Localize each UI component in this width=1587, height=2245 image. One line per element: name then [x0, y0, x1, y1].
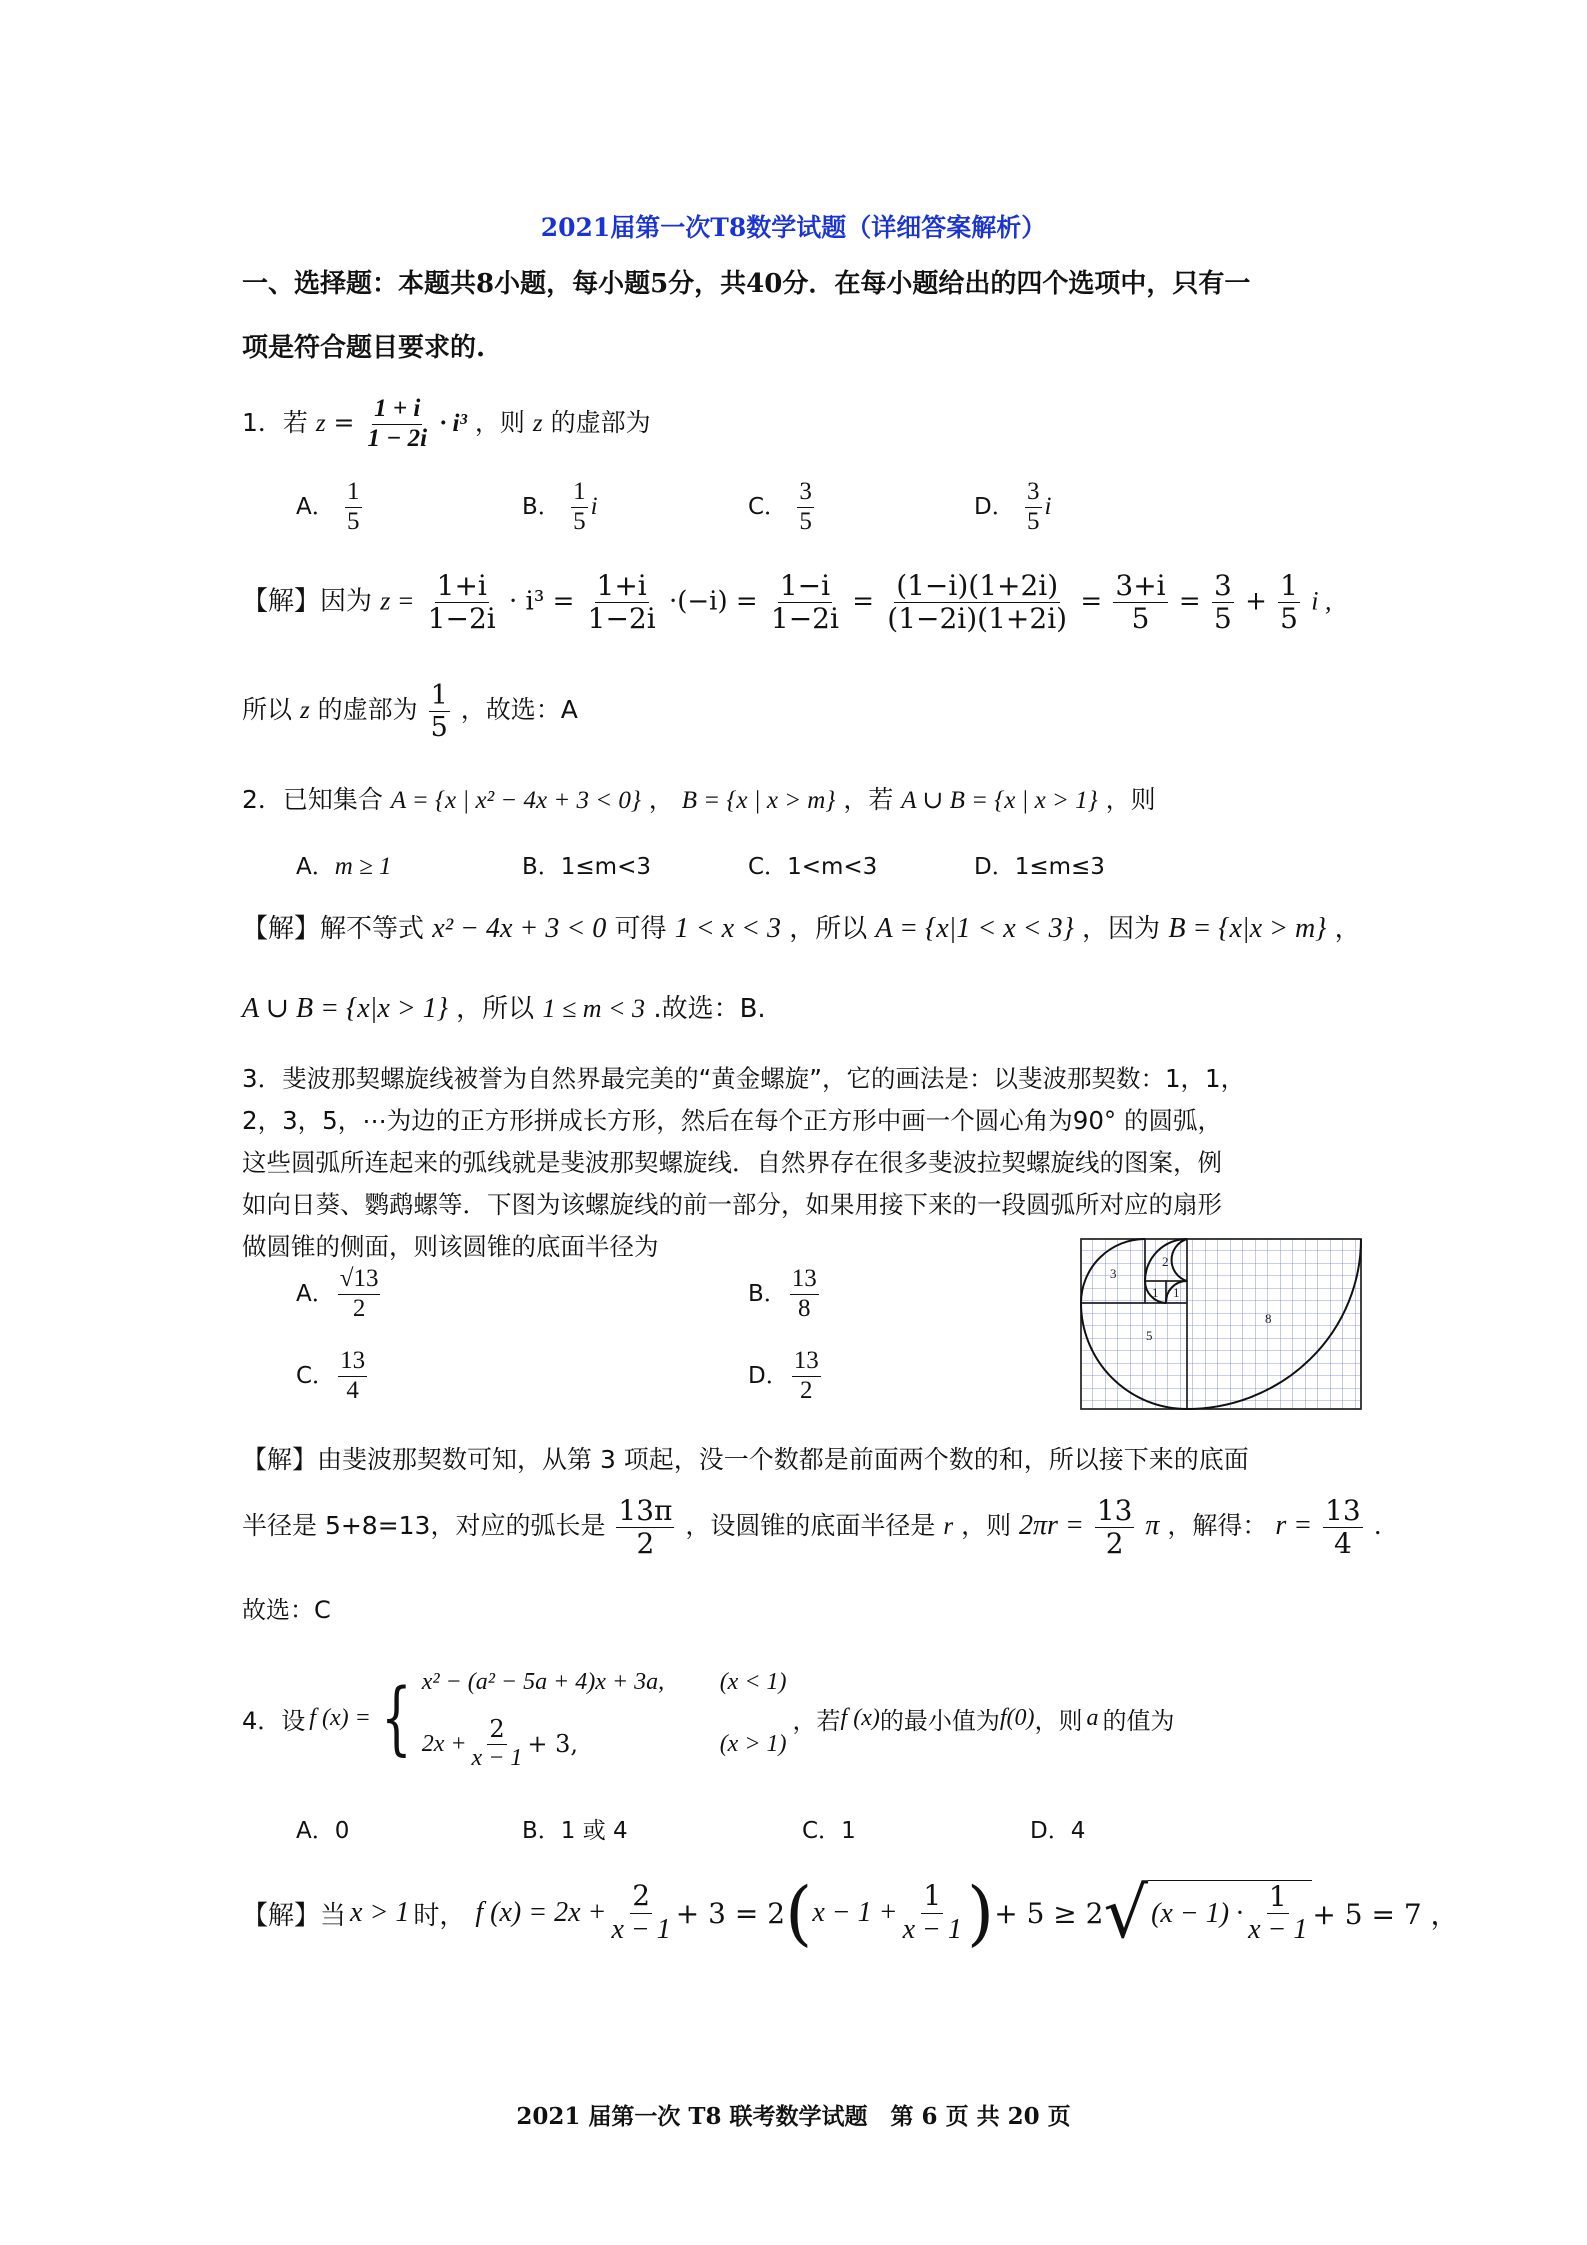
sol-op: i , [1311, 586, 1332, 616]
q3-line: 这些圆弧所连起来的弧线就是斐波那契螺旋线．自然界存在很多斐波拉契螺旋线的图案，例 [242, 1148, 1222, 1177]
frac-denominator: 2 [1105, 1527, 1124, 1561]
section-header-line2: 项是符合题目要求的. [242, 333, 486, 363]
option-suffix: i [1044, 492, 1052, 520]
q1-var-z2: z [532, 409, 543, 437]
frac-numerator: 1−i [779, 569, 831, 602]
q2-solution-line2 [242, 988, 766, 1025]
fig-label-1b: 1 [1173, 1285, 1180, 1300]
q4-case1-cond: (x < 1) [719, 1668, 787, 1695]
frac-denominator: 2 [636, 1527, 655, 1561]
q3-solution-line2 [242, 1495, 1382, 1560]
q1-solution-line1 [242, 570, 1331, 635]
sol-frac4 [885, 570, 1069, 635]
option-label: A． [296, 493, 335, 520]
grid-background [1081, 1239, 1361, 1409]
q4-case2-cond: (x > 1) [719, 1730, 787, 1757]
option-label: A． [296, 1280, 335, 1307]
option-label: C． [802, 1818, 842, 1844]
frac-numerator: 1 [1280, 569, 1298, 602]
option-label: D． [1030, 1818, 1071, 1844]
sol-z: z = [380, 586, 415, 616]
q4-a: a [1086, 1704, 1099, 1731]
sqrt-content [1148, 1880, 1312, 1946]
option-numerator: 1 [345, 478, 362, 508]
solution-prefix: 【解】因为 [242, 586, 373, 617]
sol-frac2 [901, 1880, 964, 1945]
sol2-range: 1 ≤ m < 3 [542, 994, 646, 1023]
fig-label-2: 2 [1162, 1254, 1169, 1269]
option-numerator: 13 [792, 1347, 821, 1377]
sol-frac1 [609, 1880, 672, 1945]
q4-brace: { [380, 1671, 412, 1764]
sol-end: + 5 = 7 ， [1312, 1898, 1459, 1931]
sol-set-a: A = {x|1 < x < 3} [875, 913, 1074, 944]
option-numerator: 13 [338, 1347, 367, 1377]
option-value: 1 或 4 [560, 1818, 628, 1844]
frac-denominator: 1−2i [587, 602, 656, 636]
sol-paren-pre: x − 1 + [812, 1897, 898, 1928]
sol-frac2 [586, 570, 658, 635]
page-footer: 2021 届第一次 T8 联考数学试题 第 6 页 共 20 页 [516, 2103, 1071, 2130]
sol2-union: A ∪ B = {x|x > 1} [242, 993, 448, 1024]
sol2-mid: ，所以 [456, 994, 535, 1024]
q2-sep: ， [648, 785, 674, 814]
option-value: 1≤m≤3 [1014, 854, 1105, 880]
option-label: D． [974, 854, 1015, 880]
frac-numerator: 1+i [436, 569, 487, 602]
sol-mid: 可得 [614, 914, 667, 944]
sol-end: ， [1334, 914, 1361, 944]
question-1 [242, 395, 651, 454]
q2-union: A ∪ B = {x | x > 1} [901, 787, 1098, 814]
sqrt-sign: √ [1103, 1872, 1149, 1954]
option-numerator: 3 [797, 478, 814, 508]
frac-denominator: 1−2i [770, 602, 839, 636]
option-denominator: 2 [352, 1294, 366, 1322]
option-denominator: 2 [799, 1376, 813, 1404]
q4-case2-post: + 3, [527, 1730, 579, 1758]
q3-option-b [748, 1265, 822, 1324]
q2-set-a: A = {x | x² − 4x + 3 < 0} [390, 787, 641, 814]
q4-solution [242, 1872, 1459, 1954]
frac-numerator: 13π [618, 1494, 673, 1527]
q4-end: 的值为 [1102, 1706, 1175, 1735]
q4-option-d [1030, 1812, 1085, 1845]
option-fraction [797, 478, 814, 537]
q2-option-b [522, 848, 651, 881]
option-denominator: 5 [573, 507, 586, 535]
q1-solution-line2 [242, 680, 578, 743]
fig-label-8: 8 [1265, 1311, 1272, 1326]
frac-denominator: x − 1 [611, 1913, 671, 1945]
section-header-line1: 一、选择题：本题共8小题，每小题5分，共40分．在每小题给出的四个选项中，只有一 [242, 269, 1251, 299]
option-fraction [1025, 478, 1042, 537]
q4-case1-expr: x² − (a² − 5a + 4)x + 3a, [421, 1668, 665, 1695]
frac-numerator: 13 [1096, 1494, 1133, 1527]
sol-mid2: ，则 [961, 1511, 1012, 1541]
option-label: C． [748, 493, 788, 520]
q3-line: 3．斐波那契螺旋线被誉为自然界最完美的“黄金螺旋”，它的画法是：以斐波那契数：1，1， [242, 1064, 1246, 1093]
sol2-end: .故选：B. [653, 994, 766, 1024]
q3-option-a [296, 1265, 383, 1324]
q2-text-end: ，则 [1105, 785, 1156, 814]
sol-frac-13-2 [1095, 1495, 1135, 1560]
frac-denominator: (1−2i)(1+2i) [887, 602, 1068, 636]
frac-numerator: 1 [430, 680, 448, 711]
option-label: B． [522, 493, 561, 520]
q2-option-c [748, 848, 877, 881]
option-label: B． [522, 1818, 561, 1844]
q4-option-a [296, 1812, 349, 1845]
frac-numerator: (1−i)(1+2i) [896, 569, 1059, 602]
q2-option-d [974, 848, 1105, 881]
sol2-end: ，故选：A [460, 695, 578, 725]
option-numerator: √13 [338, 1265, 381, 1295]
option-label: D． [974, 493, 1015, 520]
q3-option-c [296, 1347, 370, 1406]
question-3 [242, 1058, 1245, 1268]
frac-numerator: 1 [923, 1879, 942, 1913]
option-value: 1 [841, 1818, 856, 1844]
option-value: 0 [334, 1818, 350, 1844]
q1-fraction-numerator: 1 + i [372, 395, 422, 425]
q3-line: 如向日葵、鹦鹉螺等．下图为该螺旋线的前一部分，如果用接下来的一段圆弧所对应的扇形 [242, 1190, 1222, 1219]
frac-denominator: 5 [1280, 602, 1298, 636]
q1-option-c [748, 478, 817, 537]
q1-var-z: z [315, 409, 326, 437]
sol2-pre: 所以 [242, 695, 293, 725]
frac-numerator: 2 [489, 1714, 505, 1743]
sol-r: r [943, 1513, 954, 1541]
fig-label-1a: 1 [1152, 1285, 1159, 1300]
option-fraction [345, 478, 362, 537]
q4-mid: ，若 [792, 1706, 841, 1735]
sol-text: 【解】由斐波那契数可知，从第 3 项起，没一个数都是前面两个数的和，所以接下来的底面 [242, 1445, 1249, 1474]
sol-pre: 【解】解不等式 [242, 914, 425, 944]
option-fraction [338, 1347, 367, 1406]
q4-pre: 4．设 [242, 1706, 306, 1735]
q2-text-pre: 2．已知集合 [242, 785, 383, 814]
sol-f: f (x) = 2x + [475, 1897, 607, 1928]
sol-op: + [1245, 586, 1267, 617]
option-fraction [792, 1347, 821, 1406]
sol-range: 1 < x < 3 [674, 913, 781, 944]
q1-option-a [296, 478, 365, 537]
frac-denominator: 5 [1131, 602, 1150, 636]
frac-denominator: x − 1 [471, 1744, 523, 1771]
q1-tail2: 的虚部为 [550, 407, 651, 437]
q2-solution-line1 [242, 908, 1361, 945]
q1-option-d [974, 478, 1051, 537]
q1-fraction-denominator: 1 − 2i [367, 424, 428, 452]
q4-option-c [802, 1812, 856, 1845]
q4-fx: f (x) [840, 1704, 880, 1731]
sol2-mid: 的虚部为 [317, 695, 418, 725]
sol-mid3: ，因为 [1082, 914, 1161, 944]
sol-op2: + 5 ≥ 2 [994, 1896, 1104, 1930]
option-value: 1≤m<3 [560, 854, 651, 880]
sol-op: = [1178, 586, 1201, 617]
sol-mid: ，设圆锥的底面半径是 [685, 1511, 936, 1541]
option-denominator: 5 [1027, 507, 1040, 535]
q3-line: 2，3，5，⋯为边的正方形拼成长方形，然后在每个正方形中画一个圆心角为90° 的圆弧， [242, 1106, 1222, 1135]
frac-numerator: 3+i [1115, 569, 1166, 602]
q1-option-b [522, 478, 598, 537]
sol-set-b: B = {x|x > m} [1168, 913, 1327, 944]
frac-numerator: 3 [1213, 569, 1232, 602]
sol-frac5 [1113, 570, 1167, 635]
sol-mid3: ，解得： [1167, 1511, 1268, 1541]
sol-mid: 时， [413, 1900, 466, 1931]
sol-pre: 【解】当 [242, 1900, 347, 1931]
q4-case1 [422, 1662, 787, 1702]
option-label: B． [522, 854, 561, 880]
q1-equals: = [333, 407, 355, 437]
frac-numerator: 1 [1268, 1879, 1287, 1913]
fig-label-5: 5 [1146, 1328, 1153, 1343]
sol-frac-13-4 [1323, 1495, 1363, 1560]
sol-cond: x > 1 [350, 1897, 410, 1928]
q3-solution-line3: 故选：C [242, 1596, 331, 1624]
frac-numerator: 1+i [596, 569, 647, 602]
frac-denominator: x − 1 [902, 1913, 962, 1945]
sol-eq: 2πr = [1019, 1510, 1084, 1542]
sol-mid2: ，所以 [789, 914, 868, 944]
sol-frac7 [1278, 570, 1300, 635]
question-4 [242, 1658, 1175, 1778]
option-value: m ≥ 1 [334, 853, 392, 880]
option-denominator: 8 [798, 1294, 811, 1322]
sol-r2: r = [1275, 1510, 1313, 1542]
q4-f: f (x) = [309, 1704, 371, 1731]
option-suffix: i [590, 492, 598, 520]
sol-op: · i³ = [509, 586, 575, 617]
sol-frac1 [426, 570, 498, 635]
option-label: C． [296, 1362, 336, 1389]
option-label: B． [748, 1280, 787, 1307]
page-title: 2021届第一次T8数学试题（详细答案解析） [540, 213, 1047, 242]
option-fraction [790, 1265, 819, 1324]
sol-frac6 [1212, 570, 1234, 635]
sol-ineq: x² − 4x + 3 < 0 [432, 913, 607, 944]
sol-end: . [1373, 1511, 1382, 1541]
fig-label-3: 3 [1110, 1266, 1117, 1281]
q4-case2 [422, 1714, 787, 1774]
q3-solution-line1 [242, 1440, 1249, 1476]
q4-mid2: 的最小值为 [879, 1706, 1000, 1735]
sol-op: = [852, 586, 875, 617]
q2-text-mid: ，若 [843, 785, 894, 814]
frac-denominator: 1−2i [427, 602, 496, 636]
q4-f0: f(0) [999, 1704, 1035, 1731]
option-denominator: 5 [347, 507, 360, 535]
q1-number: 1．若 [242, 407, 308, 437]
sol2-frac [429, 680, 450, 743]
sol-frac-arc [616, 1495, 674, 1560]
q4-option-b [522, 1812, 628, 1845]
sol-frac3 [1246, 1881, 1309, 1946]
left-paren: ( [785, 1872, 813, 1954]
q4-mid3: ，则 [1034, 1706, 1083, 1735]
q1-tail: ，则 [474, 407, 525, 437]
option-denominator: 4 [346, 1376, 359, 1404]
frac-numerator: 13 [1325, 1494, 1361, 1527]
option-numerator: 3 [1025, 478, 1042, 508]
option-fraction [571, 478, 588, 537]
sol-op: ·(−i) = [668, 586, 758, 617]
frac-numerator: 2 [632, 1879, 651, 1913]
q3-option-d [748, 1347, 824, 1406]
q2-set-b: B = {x | x > m} [681, 787, 836, 814]
option-fraction [338, 1265, 381, 1324]
option-numerator: 1 [571, 478, 588, 508]
option-denominator: 5 [799, 507, 812, 535]
q4-case2-expr [422, 1716, 720, 1772]
frac-denominator: 4 [1334, 1527, 1352, 1561]
q4-case2-pre: 2x + [421, 1730, 467, 1757]
sol-op1: + 3 = 2 [675, 1896, 786, 1930]
question-2 [242, 780, 1156, 816]
frac-denominator: x − 1 [1248, 1914, 1308, 1945]
fibonacci-spiral-figure [1080, 1238, 1362, 1410]
sol-pre: 半径是 5+8=13，对应的弧长是 [242, 1511, 606, 1541]
q1-fraction [365, 395, 429, 454]
option-label: A． [296, 854, 335, 880]
option-numerator: 13 [790, 1265, 819, 1295]
q1-multiplier: · i³ [440, 409, 467, 437]
option-label: C． [748, 854, 788, 880]
sol-pi: π [1145, 1510, 1160, 1542]
right-paren: ) [966, 1872, 995, 1954]
q2-option-a [296, 848, 392, 881]
sol-op: = [1080, 586, 1103, 617]
option-value: 1<m<3 [787, 854, 878, 880]
q4-cases [422, 1662, 787, 1774]
frac-denominator: 5 [430, 712, 448, 744]
q4-case2-frac [470, 1716, 525, 1772]
sol-frac3 [769, 570, 841, 635]
sol-sqrt-pre: (x − 1) · [1151, 1897, 1244, 1929]
option-value: 4 [1070, 1818, 1086, 1844]
frac-denominator: 5 [1213, 602, 1232, 636]
sol2-z: z [299, 697, 310, 725]
q3-line: 做圆锥的侧面，则该圆锥的底面半径为 [242, 1232, 659, 1261]
option-label: D． [748, 1362, 789, 1389]
option-label: A． [296, 1818, 335, 1844]
